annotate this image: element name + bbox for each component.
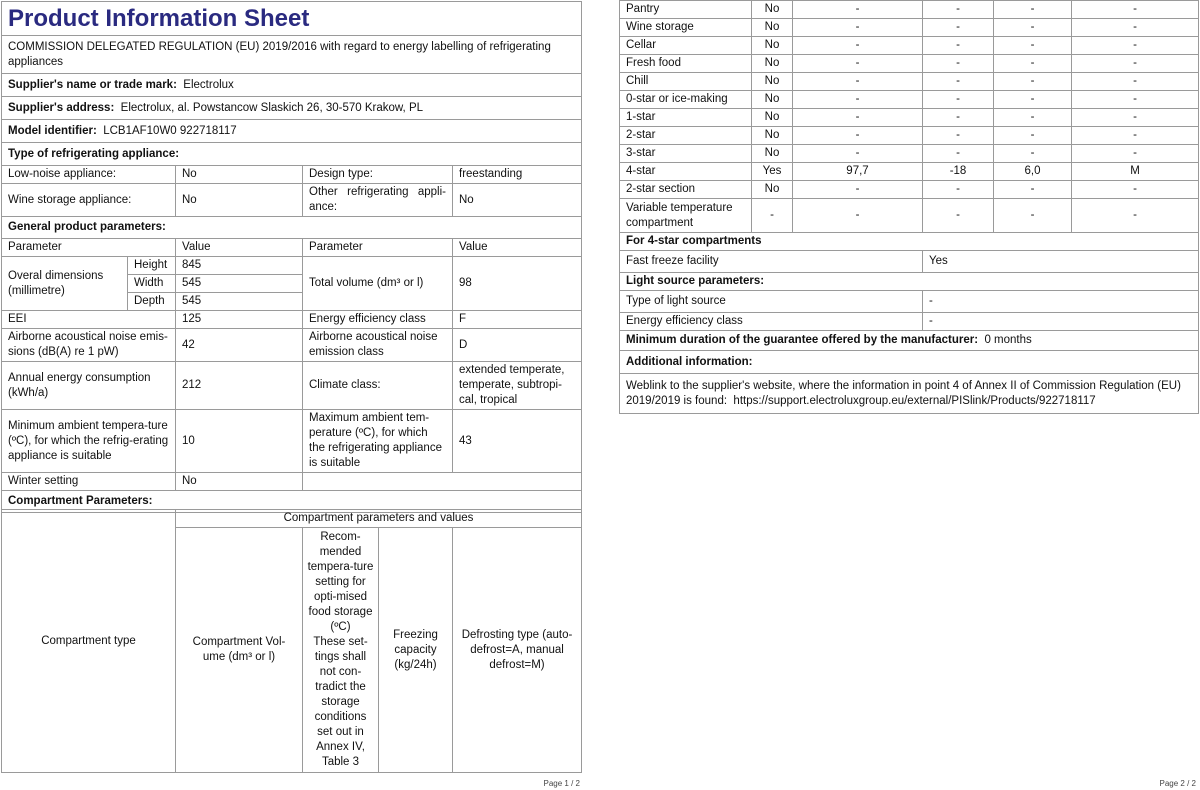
climate-class-value: extended temperate, temperate, subtropi-cal, tropical [453, 362, 582, 410]
low-noise-value: No [176, 166, 303, 184]
supplier-address: Electrolux, al. Powstancow Slaskich 26, 30-570 Krakow, PL [120, 101, 424, 114]
compartment-values-header: Compartment parameters and values [176, 510, 582, 528]
weblink-row [620, 374, 1199, 414]
compartment-volume: - [793, 91, 923, 109]
compartment-freezing: - [994, 109, 1072, 127]
supplier-name: Electrolux [183, 78, 234, 91]
supplier-name-row [2, 74, 582, 97]
appliance-type-heading: Type of refrigerating appliance: [2, 143, 582, 166]
compartment-present: Yes [752, 163, 793, 181]
compartment-volume: - [793, 55, 923, 73]
winter-setting-value: No [176, 473, 303, 491]
dimensions-label: Overal dimensions (millimetre) [2, 257, 128, 311]
recommended-temp-header [303, 528, 379, 773]
compartment-volume: - [793, 109, 923, 127]
compartment-temp: -18 [923, 163, 994, 181]
compartment-name: 2-star [620, 127, 752, 145]
table-row [620, 37, 1199, 55]
compartment-present: No [752, 1, 793, 19]
page-title: Product Information Sheet [2, 2, 582, 36]
eei-label: EEI [2, 311, 176, 329]
light-type-label: Type of light source [620, 291, 923, 313]
annual-energy-value: 212 [176, 362, 303, 410]
height-value: 845 [176, 257, 303, 275]
compartment-present: No [752, 55, 793, 73]
table-row [620, 199, 1199, 233]
compartment-present: No [752, 91, 793, 109]
compartment-freezing: - [994, 73, 1072, 91]
guarantee [620, 331, 1199, 351]
compartment-freezing: - [994, 181, 1072, 199]
compartment-freezing: - [994, 1, 1072, 19]
compartment-temp: - [923, 73, 994, 91]
model-identifier: LCB1AF10W0 922718117 [103, 124, 237, 137]
recommended-temp-label: Recom-mended tempera-ture setting for opti-mised food storage (ºC) [307, 531, 374, 633]
compartment-name: 0-star or ice-making [620, 91, 752, 109]
compartment-volume: 97,7 [793, 163, 923, 181]
page-number-2: Page 2 / 2 [1159, 779, 1196, 788]
min-temp-value: 10 [176, 410, 303, 473]
compartment-temp: - [923, 37, 994, 55]
compartment-temp: - [923, 181, 994, 199]
header-parameter-2: Parameter [303, 239, 453, 257]
light-type-row [620, 291, 1199, 313]
compartment-params-heading: Compartment Parameters: [2, 491, 582, 513]
weblink [620, 374, 1199, 414]
light-energy-class-label: Energy efficiency class [620, 313, 923, 331]
regulation-text: COMMISSION DELEGATED REGULATION (EU) 2019/2016 with regard to energy labelling of refrigerating appliances [2, 36, 582, 74]
compartment-values-table [619, 0, 1199, 414]
defrosting-type-header: Defrosting type (auto-defrost=A, manual defrost=M) [453, 528, 582, 773]
empty-cell [303, 473, 582, 491]
page-1 [0, 0, 582, 790]
compartment-volume: - [793, 199, 923, 233]
width-label: Width [128, 275, 176, 293]
eei-value: 125 [176, 311, 303, 329]
table-row [620, 91, 1199, 109]
table-row [620, 55, 1199, 73]
freezing-capacity-header: Freezing capacity (kg/24h) [379, 528, 453, 773]
page-number-1: Page 1 / 2 [543, 779, 580, 788]
compartment-freezing: 6,0 [994, 163, 1072, 181]
compartment-temp: - [923, 19, 994, 37]
climate-class-label: Climate class: [303, 362, 453, 410]
compartment-name: Wine storage [620, 19, 752, 37]
table-row [620, 127, 1199, 145]
table-row [620, 145, 1199, 163]
header-value-2: Value [453, 239, 582, 257]
low-noise-label: Low-noise appliance: [2, 166, 176, 184]
compartment-present: No [752, 73, 793, 91]
compartment-rows [620, 1, 1199, 414]
compartment-defrost: - [1072, 199, 1199, 233]
compartment-defrost: - [1072, 55, 1199, 73]
compartment-name: Variable temperature compartment [620, 199, 752, 233]
compartment-volume: - [793, 127, 923, 145]
compartment-present: No [752, 145, 793, 163]
compartment-freezing: - [994, 37, 1072, 55]
guarantee-label: Minimum duration of the guarantee offered by the manufacturer: [626, 334, 979, 346]
recommended-temp-note: These set-tings shall not con-tradict the storage conditions set out in Annex IV, Table 3 [313, 636, 368, 768]
compartment-present: - [752, 199, 793, 233]
table-row [620, 1, 1199, 19]
compartment-freezing: - [994, 199, 1072, 233]
compartment-volume: - [793, 19, 923, 37]
compartment-present: No [752, 127, 793, 145]
table-row [620, 163, 1199, 181]
compartment-defrost: - [1072, 37, 1199, 55]
light-energy-class-value: - [923, 313, 1199, 331]
compartment-name: 1-star [620, 109, 752, 127]
energy-class-label: Energy efficiency class [303, 311, 453, 329]
compartment-present: No [752, 181, 793, 199]
compartment-name: Chill [620, 73, 752, 91]
compartment-name: 2-star section [620, 181, 752, 199]
wine-storage-value: No [176, 184, 303, 217]
compartment-volume: - [793, 145, 923, 163]
width-value: 545 [176, 275, 303, 293]
compartment-temp: - [923, 55, 994, 73]
product-info-table [1, 1, 582, 513]
total-volume-value: 98 [453, 257, 582, 311]
compartment-present: No [752, 109, 793, 127]
min-temp-label: Minimum ambient tempera-ture (ºC), for which the refrig-erating appliance is suitable [2, 410, 176, 473]
compartment-defrost: M [1072, 163, 1199, 181]
compartment-defrost: - [1072, 19, 1199, 37]
guarantee-row [620, 331, 1199, 351]
compartment-volume: - [793, 1, 923, 19]
compartment-freezing: - [994, 19, 1072, 37]
table-row [620, 73, 1199, 91]
compartment-header-table [1, 509, 582, 773]
other-appliance-value: No [453, 184, 582, 217]
compartment-temp: - [923, 145, 994, 163]
energy-class-value: F [453, 311, 582, 329]
annual-energy-label: Annual energy consumption (kWh/a) [2, 362, 176, 410]
design-type-label: Design type: [303, 166, 453, 184]
compartment-name: Cellar [620, 37, 752, 55]
light-type-value: - [923, 291, 1199, 313]
design-type-value: freestanding [453, 166, 582, 184]
compartment-type-header: Compartment type [2, 510, 176, 773]
compartment-temp: - [923, 199, 994, 233]
additional-info-heading: Additional information: [620, 351, 1199, 374]
compartment-freezing: - [994, 127, 1072, 145]
other-appliance-label: Other refrigerating appli-ance: [303, 184, 453, 217]
fast-freeze-row [620, 251, 1199, 273]
model-row [2, 120, 582, 143]
max-temp-label: Maximum ambient tem-perature (ºC), for which the refrigerating appliance is suitable [303, 410, 453, 473]
winter-setting-label: Winter setting [2, 473, 176, 491]
compartment-name: 3-star [620, 145, 752, 163]
compartment-defrost: - [1072, 127, 1199, 145]
header-value: Value [176, 239, 303, 257]
table-row [620, 109, 1199, 127]
compartment-freezing: - [994, 55, 1072, 73]
general-params-heading: General product parameters: [2, 217, 582, 239]
supplier-address-row [2, 97, 582, 120]
compartment-defrost: - [1072, 91, 1199, 109]
noise-value: 42 [176, 329, 303, 362]
supplier-address-label: Supplier's address: [8, 101, 115, 114]
model-label: Model identifier: [8, 124, 97, 137]
fast-freeze-label: Fast freeze facility [620, 251, 923, 273]
compartment-temp: - [923, 109, 994, 127]
header-parameter: Parameter [2, 239, 176, 257]
compartment-volume: - [793, 73, 923, 91]
wine-storage-label: Wine storage appliance: [2, 184, 176, 217]
compartment-volume: - [793, 37, 923, 55]
fast-freeze-value: Yes [923, 251, 1199, 273]
compartment-defrost: - [1072, 145, 1199, 163]
noise-label: Airborne acoustical noise emis-sions (dB(A) re 1 pW) [2, 329, 176, 362]
four-star-heading: For 4-star compartments [620, 233, 1199, 251]
guarantee-value: 0 months [984, 334, 1032, 346]
compartment-defrost: - [1072, 1, 1199, 19]
compartment-defrost: - [1072, 109, 1199, 127]
depth-value: 545 [176, 293, 303, 311]
height-label: Height [128, 257, 176, 275]
table-row [620, 19, 1199, 37]
four-star-heading-row [620, 233, 1199, 251]
compartment-defrost: - [1072, 73, 1199, 91]
noise-class-value: D [453, 329, 582, 362]
compartment-present: No [752, 37, 793, 55]
weblink-text: Weblink to the supplier's website, where the information in point 4 of Annex II of Commission Regulation (EU) 2019/2019 is found: [626, 379, 1181, 407]
compartment-defrost: - [1072, 181, 1199, 199]
supplier-name-label: Supplier's name or trade mark: [8, 78, 177, 91]
light-source-heading-row [620, 273, 1199, 291]
compartment-temp: - [923, 91, 994, 109]
compartment-volume: - [793, 181, 923, 199]
total-volume-label: Total volume (dm³ or l) [303, 257, 453, 311]
compartment-name: 4-star [620, 163, 752, 181]
weblink-url[interactable]: https://support.electroluxgroup.eu/external/PISlink/Products/922718117 [733, 394, 1096, 407]
compartment-temp: - [923, 127, 994, 145]
compartment-temp: - [923, 1, 994, 19]
light-source-heading: Light source parameters: [620, 273, 1199, 291]
table-row [620, 181, 1199, 199]
compartment-freezing: - [994, 145, 1072, 163]
compartment-freezing: - [994, 91, 1072, 109]
light-energy-class-row [620, 313, 1199, 331]
compartment-name: Fresh food [620, 55, 752, 73]
compartment-name: Pantry [620, 1, 752, 19]
compartment-present: No [752, 19, 793, 37]
page-2 [619, 0, 1200, 790]
compartment-volume-header: Compartment Vol-ume (dm³ or l) [176, 528, 303, 773]
depth-label: Depth [128, 293, 176, 311]
additional-info-heading-row [620, 351, 1199, 374]
max-temp-value: 43 [453, 410, 582, 473]
noise-class-label: Airborne acoustical noise emission class [303, 329, 453, 362]
